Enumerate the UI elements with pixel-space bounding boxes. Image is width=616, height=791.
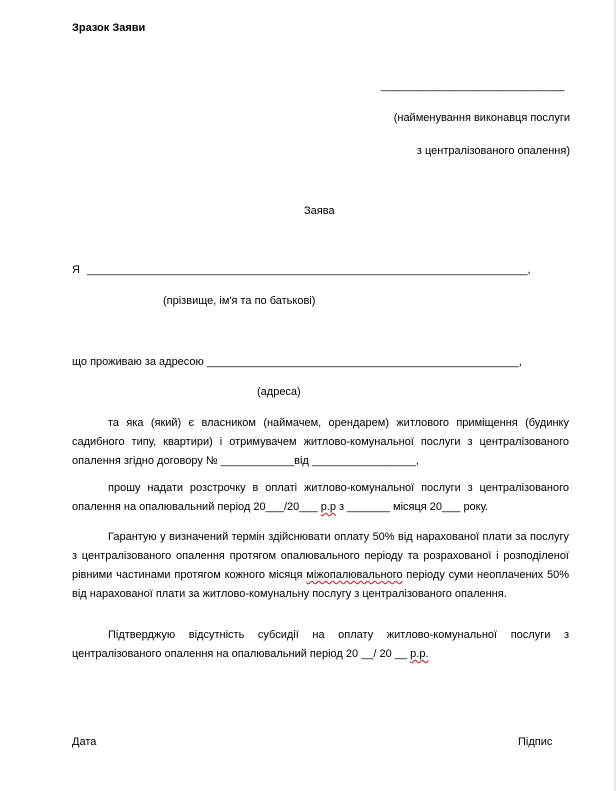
paragraph-subsidy-text: Підтверджую відсутність субсидії на оплату житлово-комунальної послуги з централізованого опалення на опалювальний період 20 __/ 20 __ (72, 629, 569, 660)
document-title: Заява (304, 205, 335, 217)
applicant-blank: ________________________________________________________________________, (87, 264, 531, 276)
paragraph-request-text-end: з _______ місяця 20___ року. (335, 501, 489, 513)
paragraph-request (72, 479, 569, 517)
address-line (72, 356, 522, 368)
document-heading: Зразок Заяви (72, 22, 146, 34)
paragraph-request-text: прошу надати розстрочку в оплаті житлово-комунальної послуги з централізованого опалення на опалювальний період 20___/20___ (72, 482, 569, 513)
paragraph-ownership-text: та яка (який) є власником (наймачем, орендарем) житлового приміщення (будинку садибного типу, квартири) і отримувачем житлово-комунальної послуги з централізованого опалення згідно договору № ____________від _________________, (72, 417, 569, 467)
applicant-caption: (прізвище, ім'я та по батькові) (163, 295, 316, 307)
paragraph-guarantee (72, 528, 569, 604)
applicant-line (72, 264, 531, 276)
recipient-label-line2: з централізованого опалення) (416, 145, 570, 157)
recipient-blank-line: ______________________________ (381, 80, 565, 92)
recipient-label-line1: (найменування виконавця послуги (393, 112, 570, 124)
paragraph-guarantee-text: Гарантую у визначений термін здійснювати оплату 50% від нарахованої плати за послугу з централізованого опалення протягом опалювального періоду та розрахованої і розподіленої рівними частинами протягом кожного місяця (72, 531, 569, 581)
paragraph-ownership (72, 414, 569, 471)
address-caption: (адреса) (257, 386, 301, 398)
date-label: Дата (72, 736, 97, 748)
address-blank: ___________________________________________________, (206, 356, 522, 368)
paragraph-guarantee-word: міжопалювального (306, 569, 403, 581)
address-prefix: що проживаю за адресою (72, 356, 204, 368)
applicant-prefix: Я (72, 264, 80, 276)
paragraph-request-rr: р.р (320, 501, 336, 513)
paragraph-subsidy-rr: р.р. (410, 648, 429, 660)
signature-label: Підпис (518, 736, 553, 748)
paragraph-guarantee-text-end: періоду суми неоплачених 50% від нарахованої плати за житлово-комунальну послугу з централізованого опалення. (72, 569, 569, 600)
paragraph-subsidy (72, 626, 569, 664)
